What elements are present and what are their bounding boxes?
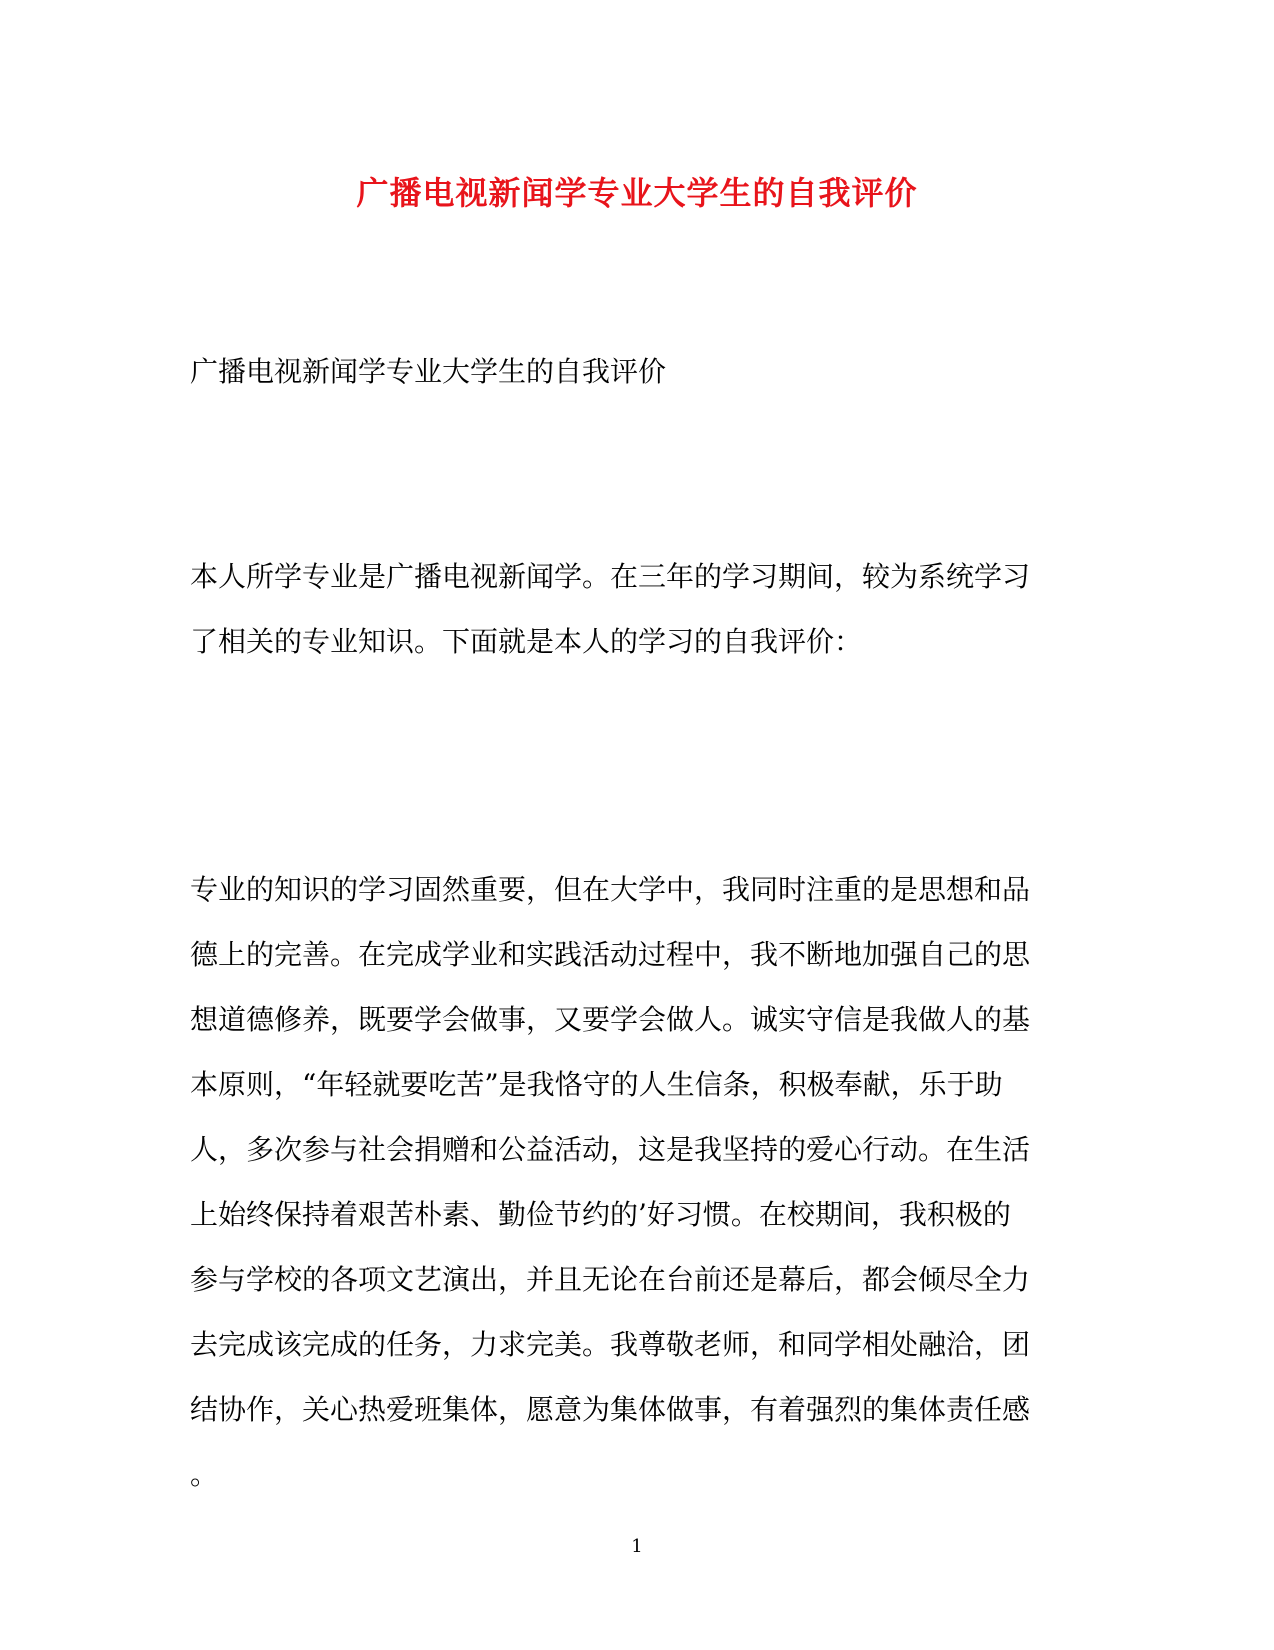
paragraph-line: 上始终保持着艰苦朴素、勤俭节约的’好习惯。在校期间，我积极的 — [190, 1198, 1011, 1231]
paragraph-line: 结协作，关心热爱班集体，愿意为集体做事，有着强烈的集体责任感 — [190, 1393, 1031, 1426]
paragraph-line: 德上的完善。在完成学业和实践活动过程中，我不断地加强自己的思 — [190, 938, 1031, 971]
paragraph-line: 去完成该完成的任务，力求完美。我尊敬老师，和同学相处融洽，团 — [190, 1328, 1031, 1361]
paragraph-line: 参与学校的各项文艺演出，并且无论在台前还是幕后，都会倾尽全力 — [190, 1263, 1031, 1296]
paragraph-body — [190, 857, 1080, 1507]
paragraph-line: 。 — [190, 1458, 219, 1491]
document-subtitle: 广播电视新闻学专业大学生的自我评价 — [190, 355, 667, 388]
paragraph-line: 人，多次参与社会捐赠和公益活动，这是我坚持的爱心行动。在生活 — [190, 1133, 1031, 1166]
paragraph-line: 专业的知识的学习固然重要，但在大学中，我同时注重的是思想和品 — [190, 873, 1031, 906]
paragraph-intro — [190, 544, 1080, 674]
paragraph-line: 本原则，“年轻就要吃苦”是我恪守的人生信条，积极奉献，乐于助 — [190, 1068, 1003, 1101]
paragraph-line: 想道德修养，既要学会做事，又要学会做人。诚实守信是我做人的基 — [190, 1003, 1031, 1036]
page-number: 1 — [631, 1536, 643, 1557]
paragraph-line: 本人所学专业是广播电视新闻学。在三年的学习期间，较为系统学习 — [190, 560, 1031, 593]
document-title: 广播电视新闻学专业大学生的自我评价 — [356, 174, 918, 212]
paragraph-line: 了相关的专业知识。下面就是本人的学习的自我评价： — [190, 625, 863, 658]
